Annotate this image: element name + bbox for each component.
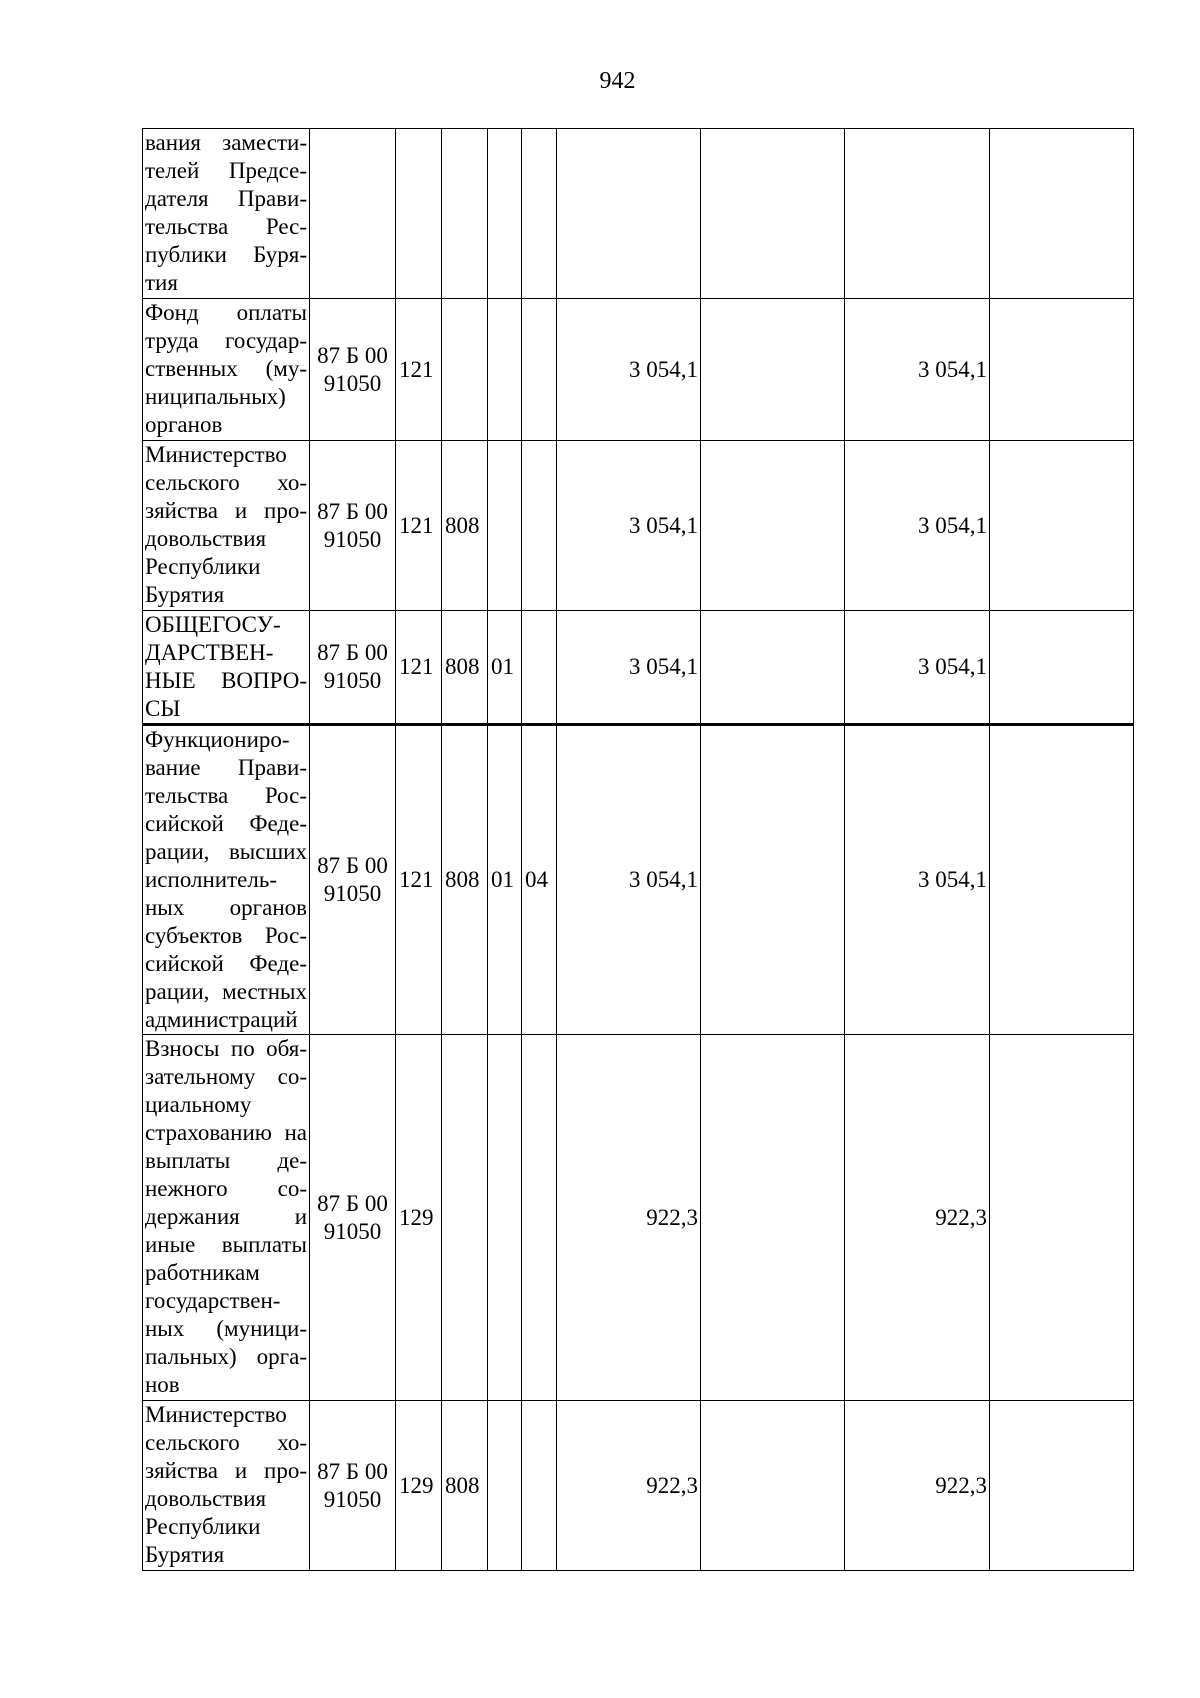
row-name: ОБЩЕГОСУ-ДАРСТВЕН-НЫЕ ВОПРО-СЫ	[143, 611, 310, 725]
row-csr: 87 Б 00 91050	[310, 441, 396, 611]
row-sum-3: 3 054,1	[845, 441, 990, 611]
row-sum-4	[990, 725, 1134, 1035]
row-name: Фонд оплаты труда государ-ственных (му-ниципальных) органов	[143, 299, 310, 441]
row-sum-4	[990, 611, 1134, 725]
budget-table	[142, 128, 1134, 1571]
row-rz: 01	[488, 611, 522, 725]
table-row	[143, 611, 1134, 725]
row-name: вания замести-телей Предсе-дателя Прави-тельства Рес-публики Буря-тия	[143, 129, 310, 299]
row-sum-2	[701, 1401, 845, 1571]
row-vr: 121	[396, 725, 442, 1035]
row-sum-2	[701, 299, 845, 441]
row-sum-4	[990, 1035, 1134, 1401]
row-pr: 04	[522, 725, 557, 1035]
row-sum-4	[990, 441, 1134, 611]
row-grbs: 808	[442, 725, 488, 1035]
row-grbs	[442, 129, 488, 299]
row-sum-1: 3 054,1	[557, 611, 701, 725]
table-row	[143, 725, 1134, 1035]
row-sum-2	[701, 129, 845, 299]
row-grbs: 808	[442, 611, 488, 725]
row-grbs	[442, 299, 488, 441]
row-grbs	[442, 1035, 488, 1401]
row-csr: 87 Б 00 91050	[310, 299, 396, 441]
row-rz	[488, 299, 522, 441]
table-row	[143, 441, 1134, 611]
row-rz	[488, 129, 522, 299]
row-sum-3: 922,3	[845, 1035, 990, 1401]
row-rz: 01	[488, 725, 522, 1035]
row-sum-3: 922,3	[845, 1401, 990, 1571]
row-sum-2	[701, 441, 845, 611]
row-vr: 129	[396, 1035, 442, 1401]
row-csr: 87 Б 00 91050	[310, 1035, 396, 1401]
row-rz	[488, 1035, 522, 1401]
row-pr	[522, 441, 557, 611]
row-csr: 87 Б 00 91050	[310, 1401, 396, 1571]
row-sum-2	[701, 725, 845, 1035]
table-row	[143, 1035, 1134, 1401]
row-name: Министерство сельского хо-зяйства и про-довольствия Республики Бурятия	[143, 441, 310, 611]
row-sum-4	[990, 129, 1134, 299]
row-sum-1: 3 054,1	[557, 299, 701, 441]
row-sum-1: 3 054,1	[557, 441, 701, 611]
row-grbs: 808	[442, 441, 488, 611]
row-sum-3	[845, 129, 990, 299]
row-pr	[522, 129, 557, 299]
row-csr	[310, 129, 396, 299]
row-sum-1: 3 054,1	[557, 725, 701, 1035]
row-sum-2	[701, 611, 845, 725]
row-sum-4	[990, 299, 1134, 441]
row-pr	[522, 1401, 557, 1571]
row-vr: 121	[396, 611, 442, 725]
row-sum-1: 922,3	[557, 1401, 701, 1571]
row-rz	[488, 441, 522, 611]
row-sum-2	[701, 1035, 845, 1401]
row-grbs: 808	[442, 1401, 488, 1571]
row-sum-3: 3 054,1	[845, 299, 990, 441]
row-csr: 87 Б 00 91050	[310, 611, 396, 725]
row-sum-3: 3 054,1	[845, 611, 990, 725]
row-rz	[488, 1401, 522, 1571]
table-row	[143, 1401, 1134, 1571]
row-vr: 121	[396, 441, 442, 611]
row-sum-3: 3 054,1	[845, 725, 990, 1035]
page-number: 942	[599, 68, 636, 94]
row-sum-1: 922,3	[557, 1035, 701, 1401]
row-pr	[522, 299, 557, 441]
row-sum-4	[990, 1401, 1134, 1571]
row-vr: 121	[396, 299, 442, 441]
row-pr	[522, 611, 557, 725]
row-vr: 129	[396, 1401, 442, 1571]
table-row	[143, 299, 1134, 441]
row-pr	[522, 1035, 557, 1401]
row-csr: 87 Б 00 91050	[310, 725, 396, 1035]
row-name: Взносы по обя-зательному со-циальному страхованию на выплаты де-нежного со-держания и иные выплаты работникам государствен-ных (муници-пальных) орга-нов	[143, 1035, 310, 1401]
table-row	[143, 129, 1134, 299]
row-name: Министерство сельского хо-зяйства и про-довольствия Республики Бурятия	[143, 1401, 310, 1571]
row-vr	[396, 129, 442, 299]
row-sum-1	[557, 129, 701, 299]
row-name: Функциониро-вание Прави-тельства Рос-сийской Феде-рации, высших исполнитель-ных органов субъектов Рос-сийской Феде-рации, местных администраций	[143, 725, 310, 1035]
